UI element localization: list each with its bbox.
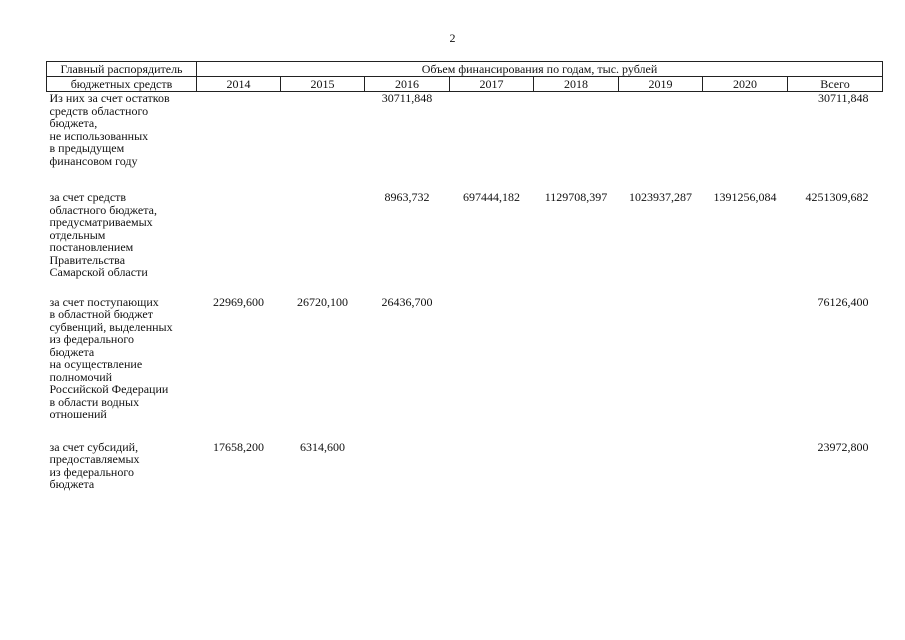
row-label-line: не использованных xyxy=(49,128,149,143)
cell-year-value xyxy=(619,92,703,168)
row-label-line: Самарской области xyxy=(49,265,148,279)
header-year: 2019 xyxy=(619,77,703,92)
row-label-line: в области водных xyxy=(49,394,140,409)
cell-year-value: 697444,182 xyxy=(463,190,520,204)
row-label xyxy=(47,167,197,279)
row-label-line: из федерального xyxy=(49,332,134,346)
cell-year-value: 26436,700 xyxy=(381,294,433,309)
row-label-line: в областной бюджет xyxy=(49,307,153,321)
header-row-1 xyxy=(47,62,883,77)
cell-total-value: 4251309,682 xyxy=(805,190,869,204)
table-row xyxy=(47,279,883,421)
header-year: 2017 xyxy=(450,77,534,92)
financing-table xyxy=(46,61,883,491)
header-year: 2015 xyxy=(281,77,365,92)
row-label-line: Правительства xyxy=(49,252,126,267)
cell-year-value xyxy=(619,279,703,421)
row-label-line: субвенций, выделенных xyxy=(49,319,173,334)
row-label-line: отношений xyxy=(49,407,107,421)
cell-year-value xyxy=(619,421,703,491)
row-label-line: из федерального xyxy=(49,464,134,479)
cell-year-value xyxy=(450,279,534,421)
cell-total-value: 76126,400 xyxy=(817,294,869,309)
row-label-line: средств областного xyxy=(49,103,149,118)
row-label-line: Из них за счет остатков xyxy=(49,91,170,105)
row-label-line: постановлением xyxy=(49,240,134,254)
cell-year-value: 1023937,287 xyxy=(629,190,692,204)
row-label xyxy=(47,421,197,491)
row-label-line: бюджета xyxy=(49,344,95,359)
row-label-line: на осуществление xyxy=(49,357,143,371)
row-label-line: финансовом году xyxy=(49,153,138,168)
page-number: 2 xyxy=(449,31,456,45)
row-label-line: бюджета, xyxy=(49,116,98,130)
header-year: 2018 xyxy=(534,77,619,92)
cell-year-value xyxy=(450,421,534,491)
cell-year-value xyxy=(197,167,281,279)
row-label-line: в предыдущем xyxy=(49,141,125,155)
cell-year-value: 22969,600 xyxy=(213,294,264,309)
header-year: 2020 xyxy=(703,77,788,92)
cell-year-value xyxy=(703,279,788,421)
cell-year-value xyxy=(534,421,619,491)
header-year: 2014 xyxy=(197,77,281,92)
cell-year-value xyxy=(281,92,365,168)
cell-year-value: 17658,200 xyxy=(213,439,264,454)
row-label-line: бюджета xyxy=(49,477,95,491)
row-label xyxy=(47,92,197,168)
cell-year-value xyxy=(703,421,788,491)
row-label-line: отдельным xyxy=(49,227,106,242)
cell-total-value: 30711,848 xyxy=(817,91,869,105)
row-label-line: областного бюджета, xyxy=(49,202,157,217)
cell-year-value xyxy=(365,421,450,491)
cell-year-value xyxy=(534,279,619,421)
row-label xyxy=(47,279,197,421)
cell-year-value: 1391256,084 xyxy=(713,190,777,204)
cell-year-value xyxy=(197,92,281,168)
cell-year-value xyxy=(281,167,365,279)
row-label-line: полномочий xyxy=(49,369,113,384)
cell-year-value: 1129708,397 xyxy=(544,190,608,204)
header-row-2 xyxy=(47,77,883,92)
cell-year-value: 6314,600 xyxy=(300,439,345,454)
table-row xyxy=(47,421,883,491)
row-label-line: Российской Федерации xyxy=(49,382,169,396)
cell-year-value xyxy=(534,92,619,168)
row-label-line: за счет поступающих xyxy=(49,294,159,309)
cell-year-value: 8963,732 xyxy=(384,190,430,204)
header-financing-group: Объем финансирования по годам, тыс. рублей xyxy=(197,62,883,77)
cell-year-value: 30711,848 xyxy=(381,91,433,105)
cell-year-value xyxy=(450,92,534,168)
cell-total-value: 23972,800 xyxy=(817,439,869,454)
table-row xyxy=(47,92,883,168)
header-year: 2016 xyxy=(365,77,450,92)
header-manager-line1: Главный распорядитель xyxy=(47,62,197,77)
row-label-line: предоставляемых xyxy=(49,452,140,466)
header-manager-line2: бюджетных средств xyxy=(47,77,197,92)
row-label-line: предусматриваемых xyxy=(49,215,153,229)
header-total: Всего xyxy=(788,77,883,92)
table-row xyxy=(47,167,883,279)
row-label-line: за счет субсидий, xyxy=(49,439,139,454)
row-label-line: за счет средств xyxy=(49,190,127,204)
cell-year-value xyxy=(703,92,788,168)
cell-year-value: 26720,100 xyxy=(297,294,348,309)
